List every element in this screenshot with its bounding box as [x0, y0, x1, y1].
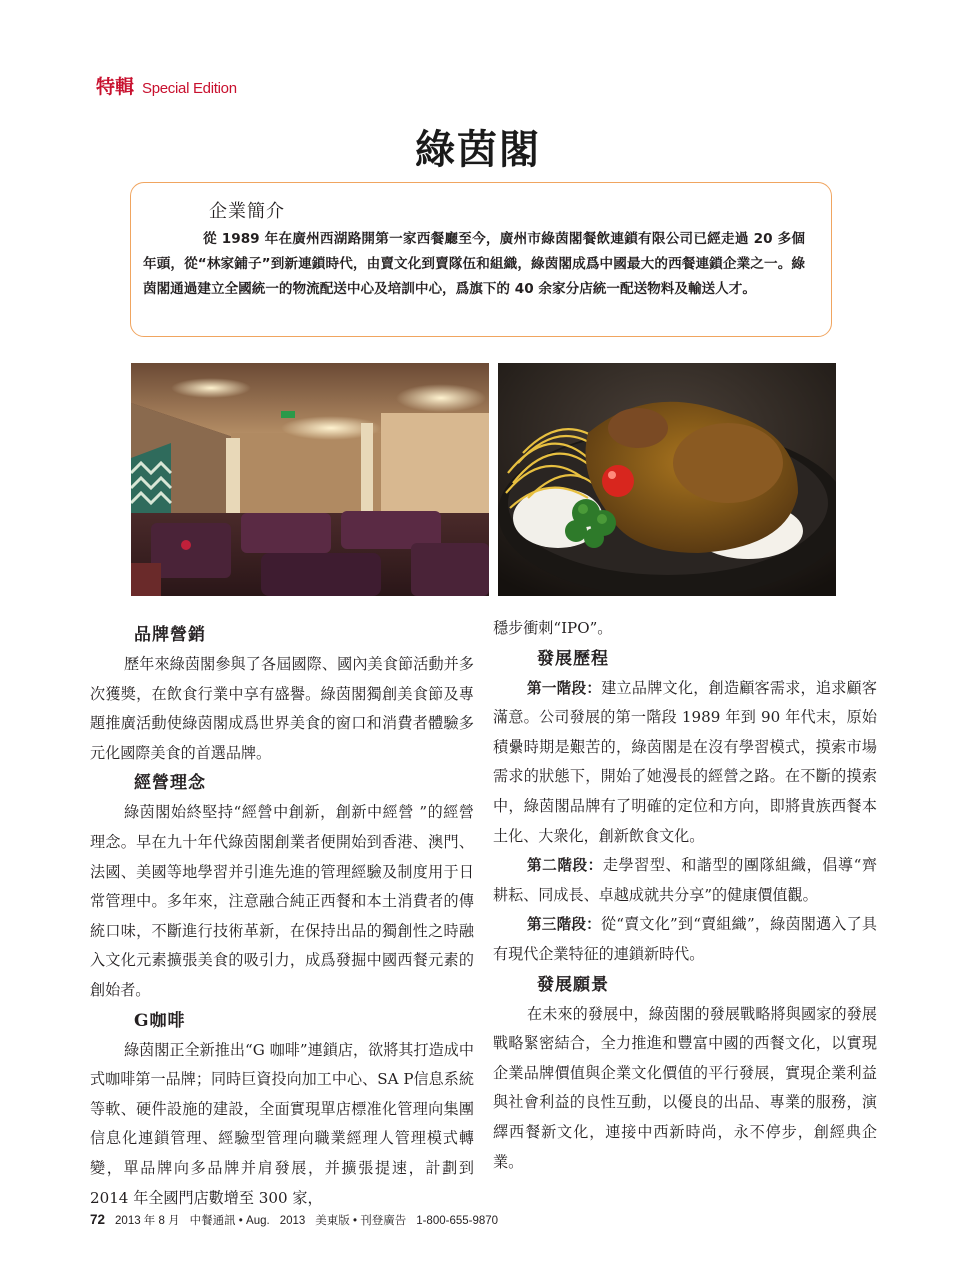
history-heading: 發展歷程 — [537, 648, 609, 669]
intro-paragraph: 從 1989 年在廣州西湖路開第一家西餐廳至今，廣州市綠茵閣餐飲連鎖有限公司已經走過 20 多個年頭，從“林家鋪子”到新連鎖時代，由賣文化到賣隊伍和組織，綠茵閣成爲中國最大的西餐連鎖企業之一。綠茵閣通過建立全國統一的物流配送中心及培訓中心，爲旗下的 40 余家分店統一配送物料及輸送人才。 — [143, 231, 805, 298]
intro-text — [143, 227, 805, 303]
article-title: 綠茵閣 — [415, 127, 541, 173]
steak-dish-photo — [498, 363, 836, 596]
section-tag-zh: 特輯 — [96, 76, 135, 98]
stage3-text: 從“賣文化”到“賣組織”，綠茵閣邁入了具有現代企業特征的連鎖新時代。 — [493, 915, 877, 963]
coffee-heading: G咖啡 — [134, 1010, 186, 1031]
stage3-paragraph — [493, 910, 877, 969]
right-column — [493, 614, 877, 1177]
vision-text: 在未來的發展中，綠茵閣的發展戰略將與國家的發展戰略緊密結合，全力推進和豐富中國的西餐文化，以實現企業品牌價值與企業文化價值的平行發展，實現企業利益與社會利益的良性互動，以優良的出品、專業的服務，演繹西餐新文化，連接中西新時尚，永不停步，創經典企業。 — [493, 1004, 877, 1171]
continuation-text: 穩步衝刺“IPO”。 — [493, 619, 613, 637]
coffee-text: 綠茵閣正全新推出“G 咖啡”連鎖店，欲將其打造成中式咖啡第一品牌；同時巨資投向加工中心、SA P信息系統等軟、硬件設施的建設，全面實現單店標准化管理向集團信息化連鎖管理、經驗型管理向職業經理人管理模式轉變，單品牌向多品牌并肩發展，并擴張提速，計劃到 2014 年全國門店數增至 300 家， — [90, 1040, 474, 1207]
ad-phone: 1-800-655-9870 — [416, 1215, 499, 1227]
section-tag-en: Special Edition — [142, 80, 237, 97]
stage1-text: 建立品牌文化，創造顧客需求，追求顧客滿意。公司發展的第一階段 1989 年到 90 年代末，原始積纍時期是艱苦的，綠茵閣是在沒有學習模式，摸索市場需求的狀態下，開始了她漫長的經營之路。在不斷的摸索中，綠茵閣品牌有了明確的定位和方向，即將貴族西餐本土化、大衆化，創新飲食文化。 — [493, 678, 877, 845]
restaurant-interior-photo — [131, 363, 489, 596]
stage1-label: 第一階段： — [527, 679, 602, 697]
stage1-paragraph — [493, 674, 877, 852]
section-tag — [96, 72, 237, 99]
stage3-label: 第三階段： — [527, 916, 601, 934]
philosophy-heading: 經營理念 — [134, 773, 206, 794]
stage2-text: 走學習型、和諧型的團隊組織，倡導“齊耕耘、同成長、卓越成就共分享”的健康價值觀。 — [493, 856, 877, 904]
issue-year: 2013 — [279, 1215, 306, 1227]
intro-heading: 企業簡介 — [209, 201, 285, 222]
company-intro-box — [130, 182, 832, 337]
edition-note: 美東版 • 刊登廣告 — [315, 1215, 407, 1227]
page-number: 72 — [90, 1212, 106, 1227]
restaurant-interior-image — [131, 363, 489, 596]
issue-date: 2013 年 8 月 — [115, 1215, 180, 1227]
magazine-name: 中餐通訊 • Aug. — [189, 1215, 270, 1227]
philosophy-text: 綠茵閣始終堅持“經營中創新，創新中經營 ”的經營理念。早在九十年代綠茵閣創業者便開始到香港、澳門、法國、美國等地學習并引進先進的管理經驗及制度用于日常管理中。多年來，注意融合純正西餐和本土消費者的傳統口味，不斷進行技術革新，在保持出品的獨創性之時融入文化元素擴張美食的吸引力，成爲發掘中國西餐元素的創始者。 — [90, 803, 474, 999]
brand-marketing-heading: 品牌營銷 — [134, 625, 206, 645]
stage2-label: 第二階段： — [527, 857, 603, 875]
page-footer — [90, 1212, 498, 1228]
brand-marketing-text: 歷年來綠茵閣參與了各屆國際、國內美食節活動并多次獲獎，在飲食行業中享有盛譽。綠茵閣獨創美食節及專題推廣活動使綠茵閣成爲世界美食的窗口和消費者體驗多元化國際美食的首選品牌。 — [90, 655, 474, 762]
left-column — [90, 620, 474, 1213]
stage2-paragraph — [493, 851, 877, 910]
vision-heading: 發展願景 — [537, 974, 609, 995]
steak-dish-image — [498, 363, 836, 596]
